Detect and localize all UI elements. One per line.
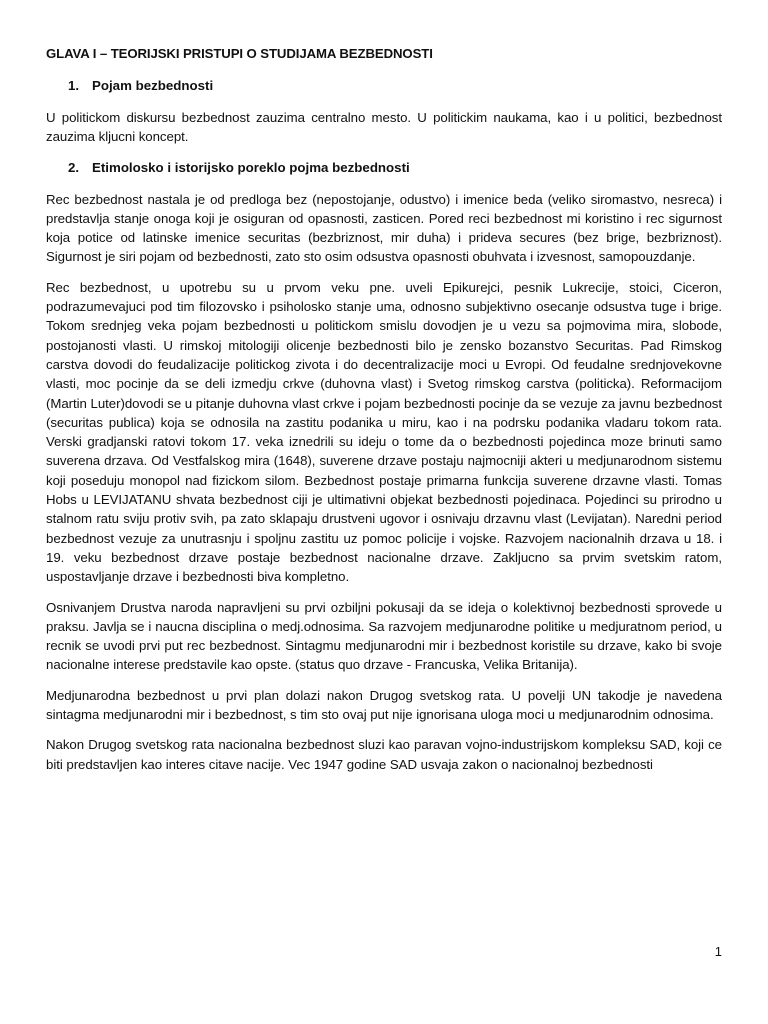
- paragraph: Osnivanjem Drustva naroda napravljeni su prvi ozbiljni pokusaji da se ideja o kolektivnoj bezbednosti sprovede u praksu. Javlja se i naucna disciplina o medj.odnosima. Sa razvojem medjunarodne politike u medjuratnom period, u recnik se uvodi prvi put rec bezbednost. Sintagmu medjunarodni mir i bezbednost koristile su drzave, kako bi svoje nacionalne interese predstavile kao opste. (status quo drzave - Francuska, Velika Britanija).: [46, 599, 722, 673]
- section-number: 1.: [68, 78, 80, 93]
- chapter-title: GLAVA I – TEORIJSKI PRISTUPI O STUDIJAMA BEZBEDNOSTI: [46, 46, 433, 61]
- section-title: Etimolosko i istorijsko poreklo pojma bezbednosti: [92, 159, 410, 175]
- section-heading-1: [46, 76, 722, 95]
- paragraph: U politickom diskursu bezbednost zauzima centralno mesto. U politickim naukama, kao i u politici, bezbednost zauzima kljucni koncept.: [46, 110, 722, 145]
- paragraph: Medjunarodna bezbednost u prvi plan dolazi nakon Drugog svetskog rata. U povelji UN takodje je navedena sintagma medjunarodni mir i bezbednost, s tim sto ovaj put nije ignorisana uloga moci u medjunarodnim odnosima.: [46, 687, 722, 723]
- page-content: [46, 44, 722, 785]
- paragraph: Rec bezbednost, u upotrebu su u prvom veku pne. uveli Epikurejci, pesnik Lukrecije, stoici, Ciceron, podrazumevajuci pod tim filozovsko i psiholosko stanje uma, odnosno subjektivno osecanje odsustva tuge i brige. Tokom srednjeg veka pojam bezbednosti u politickom smislu dovodjen je u vezu sa pojmovima mira, slobode, postojanosti vlasti. U rimskoj mitologiji olicenje bezbednosti bilo je zensko bozanstvo Securitas. Pad Rimskog carstva dovodi do feudalizacije politickog zivota i do decentralizacije moci u Evropi. Od feudalne srednjovekovne vlasti, moc pocinje da se deli izmedju crkve (duhovna vlast) i Svetog rimskog carstva (politicka). Reformacijom (Martin Luter)dovodi se u pitanje duhovna vlast crkve i pojam bezbednosti pocinje da se vezuje za javnu bezbednost (securitas publica) koja se odnosila na zastitu podanika u miru, kao i na podrsku podanika vladaru tokom rata. Verski gradjanski ratovi tokom 17. veka iznedrili su ideju o tome da o bezbednosti pojedinca moze brinuti samo suverena drzava. Od Vestfalskog mira (1648), suverene drzave postaju najmocniji akteri u medjunarodnom sistemu koji poseduju monopol nad fizickom silom. Bezbednost postaje primarna funkcija suverene drzavne vlasti. Tomas Hobs u LEVIJATANU shvata bezbednost ciji je ultimativni objekat bezbednosti pojedinaca. Pojedinci su prirodno u stalnom ratu sviju protiv svih, pa zato sklapaju drustveni ugovor i osnivaju drzavnu vlast (Levijatan). Naredni period bezbednost vezuje za unutrasnju i spoljnu zastitu uz pomoc policije i vojske. Razvojem nacionalnih drzava u 18. i 19. veku bezbednost drzave postaje bezbednost nacionalne drzave. Zakljucno sa prvim svetskim ratom, uspostavljanje drzave i bezbednosti biva kompletno.: [46, 279, 722, 585]
- section-number: 2.: [68, 159, 80, 175]
- page-number: 1: [714, 944, 722, 959]
- section-heading-2: [46, 158, 722, 177]
- paragraph: Rec bezbednost nastala je od predloga bez (nepostojanje, odustvo) i imenice beda (veliko siromastvo, nesreca) i predstavlja stanje onoga koji je osiguran od opasnosti, zasticen. Pored reci bezbednost mi koristino i rec sigurnost koja potice od latinske imenice securitas (bezbriznost, mir duha) i prideva secures (bez brige, bezbriznost). Sigurnost je siri pojam od bezbednosti, zato sto osim odsustva opasnosti obuhvata i izvesnost, samopouzdanje.: [46, 191, 722, 265]
- section-title: Pojam bezbednosti: [92, 78, 214, 93]
- paragraph: Nakon Drugog svetskog rata nacionalna bezbednost sluzi kao paravan vojno-industrijskom kompleksu SAD, koji ce biti predstavljen kao interes citave nacije. Vec 1947 godine SAD usvaja zakon o nacionalnoj bezbednosti: [46, 737, 722, 772]
